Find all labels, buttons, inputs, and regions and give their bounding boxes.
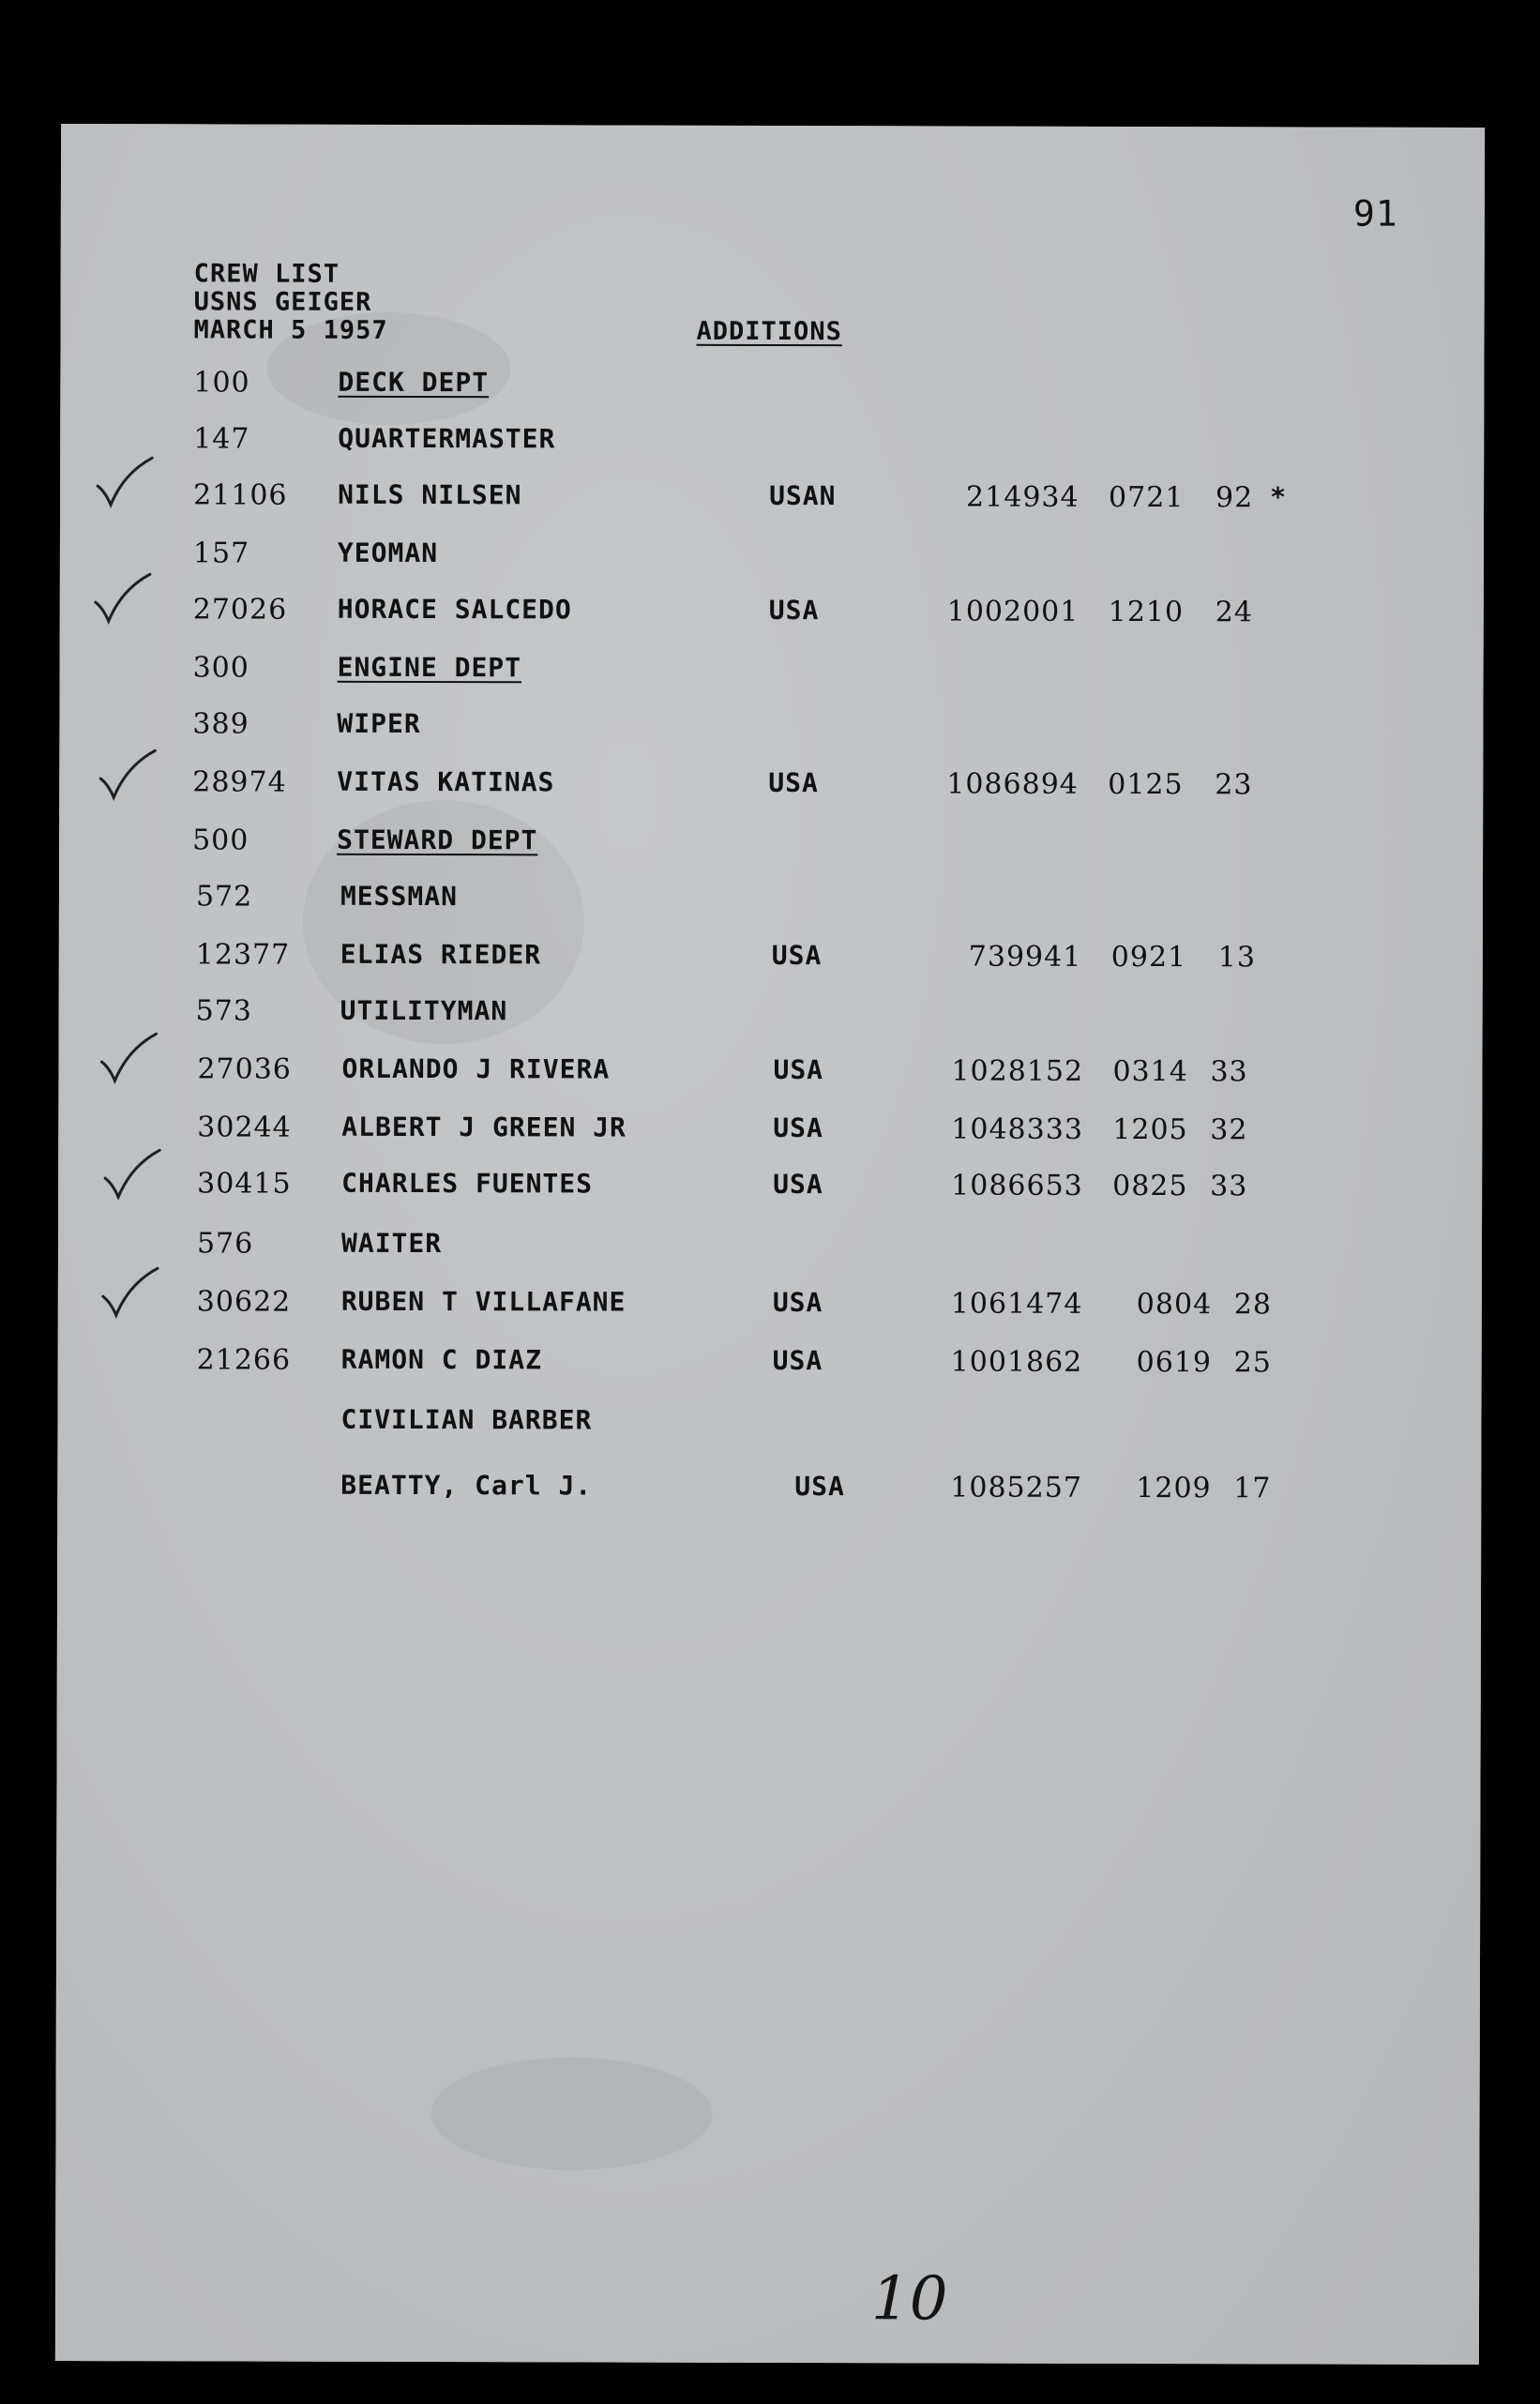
row-code: 27036 — [197, 1052, 292, 1086]
row-code: 389 — [192, 707, 249, 741]
date-code: 0804 — [1136, 1288, 1213, 1322]
section-heading: ADDITIONS — [696, 316, 842, 347]
nationality: USA — [772, 1345, 823, 1377]
nationality: USAN — [769, 479, 837, 512]
nationality: USA — [771, 940, 823, 972]
document-number: 1061474 — [950, 1287, 1083, 1321]
row-label: CIVILIAN BARBER — [340, 1403, 593, 1436]
handwritten-folio: 10 — [870, 2264, 948, 2335]
row-label: RAMON C DIAZ — [340, 1343, 543, 1376]
row-label: QUARTERMASTER — [338, 422, 556, 455]
row-label: MESSMAN — [340, 880, 459, 913]
date-code: 0825 — [1112, 1169, 1188, 1203]
age: 13 — [1217, 941, 1257, 975]
row-label: YEOMAN — [337, 537, 439, 569]
row-code: 30622 — [196, 1285, 292, 1319]
nationality: USA — [773, 1054, 824, 1086]
document-number: 214934 — [966, 480, 1080, 514]
nationality: USA — [772, 1287, 823, 1319]
date-code: 0721 — [1109, 480, 1185, 515]
table-row — [61, 124, 1485, 128]
row-code: 100 — [193, 366, 250, 400]
table-row — [61, 124, 1485, 128]
nationality: USA — [773, 1112, 823, 1144]
document-number: 1086653 — [951, 1169, 1083, 1202]
table-row — [61, 124, 1485, 128]
row-label: ORLANDO J RIVERA — [341, 1052, 611, 1085]
table-row — [61, 124, 1485, 128]
table-row — [61, 124, 1485, 128]
checkmark-icon — [99, 1146, 165, 1202]
nationality: USA — [773, 1169, 823, 1201]
table-row — [61, 124, 1485, 128]
department-heading: ENGINE DEPT — [337, 651, 522, 684]
table-row — [61, 124, 1485, 128]
checkmark-icon — [90, 570, 156, 627]
age: 24 — [1215, 596, 1253, 629]
date-code: 0921 — [1110, 940, 1187, 975]
checkmark-icon — [98, 1264, 163, 1321]
row-label: RUBEN T VILLAFANE — [340, 1285, 627, 1318]
table-row — [61, 124, 1485, 128]
row-label: ALBERT J GREEN JR — [341, 1111, 627, 1143]
department-heading: DECK DEPT — [338, 366, 490, 399]
table-row — [61, 124, 1485, 128]
nationality: USA — [768, 594, 820, 627]
row-label: VITAS KATINAS — [337, 765, 555, 798]
row-code: 21106 — [193, 478, 288, 512]
date-code: 0125 — [1108, 767, 1184, 802]
row-code: 28974 — [192, 765, 287, 799]
row-code: 30415 — [197, 1167, 292, 1201]
row-code: 147 — [193, 422, 250, 456]
row-label: UTILITYMAN — [340, 994, 508, 1027]
row-code: 500 — [192, 824, 249, 857]
table-row — [61, 124, 1485, 128]
row-code: 12377 — [195, 938, 291, 972]
age: 17 — [1233, 1472, 1272, 1505]
table-row — [61, 124, 1485, 128]
row-label: CHARLES FUENTES — [341, 1167, 594, 1200]
age: 32 — [1210, 1113, 1248, 1147]
row-label: WAITER — [340, 1227, 443, 1260]
row-label: HORACE SALCEDO — [337, 593, 572, 626]
row-code: 21266 — [196, 1343, 292, 1377]
row-code: 576 — [196, 1227, 254, 1261]
table-row — [61, 124, 1485, 128]
document-number: 739941 — [968, 940, 1082, 974]
age: 92 — [1215, 481, 1254, 515]
date-code: 0619 — [1136, 1346, 1213, 1380]
page-number: 91 — [1352, 192, 1398, 234]
row-code: 572 — [195, 880, 253, 914]
table-row — [61, 124, 1485, 128]
document-number: 1002001 — [946, 595, 1080, 628]
document-page — [55, 124, 1485, 2365]
row-code: 300 — [192, 651, 249, 685]
document-number: 1001862 — [950, 1345, 1083, 1379]
row-code: 27026 — [192, 593, 288, 627]
age: 23 — [1215, 768, 1253, 802]
header-ship: USNS GEIGER — [193, 287, 372, 317]
smudge — [430, 2057, 712, 2170]
row-label: NILS NILSEN — [338, 478, 522, 511]
table-row — [61, 124, 1485, 128]
document-number: 1086894 — [946, 767, 1079, 801]
table-row — [61, 124, 1485, 128]
table-row — [61, 124, 1485, 128]
row-label: BEATTY, Carl J. — [340, 1469, 593, 1502]
row-code: 573 — [195, 994, 252, 1028]
age: 25 — [1233, 1346, 1272, 1380]
table-row — [61, 124, 1485, 128]
asterisk-mark: * — [1270, 481, 1287, 513]
row-label: ELIAS RIEDER — [340, 938, 542, 971]
checkmark-icon — [96, 1030, 161, 1086]
header-title: CREW LIST — [193, 259, 340, 289]
date-code: 0314 — [1112, 1054, 1188, 1089]
checkmark-icon — [92, 454, 158, 510]
table-row — [61, 124, 1485, 128]
age: 33 — [1210, 1170, 1248, 1203]
document-number: 1028152 — [951, 1054, 1084, 1088]
row-code: 30244 — [197, 1111, 292, 1144]
row-label: WIPER — [337, 707, 421, 740]
table-row — [61, 124, 1485, 128]
table-row — [61, 124, 1485, 128]
nationality: USA — [794, 1471, 845, 1503]
age: 28 — [1233, 1288, 1273, 1322]
row-code: 157 — [192, 537, 250, 570]
document-number: 1085257 — [950, 1471, 1082, 1504]
date-code: 1205 — [1112, 1112, 1188, 1147]
header-date: MARCH 5 1957 — [193, 315, 388, 345]
date-code: 1210 — [1108, 595, 1185, 629]
age: 33 — [1210, 1055, 1248, 1089]
nationality: USA — [768, 766, 819, 799]
date-code: 1209 — [1136, 1472, 1212, 1505]
department-heading: STEWARD DEPT — [337, 824, 538, 856]
checkmark-icon — [95, 747, 160, 803]
document-number: 1048333 — [951, 1112, 1083, 1146]
